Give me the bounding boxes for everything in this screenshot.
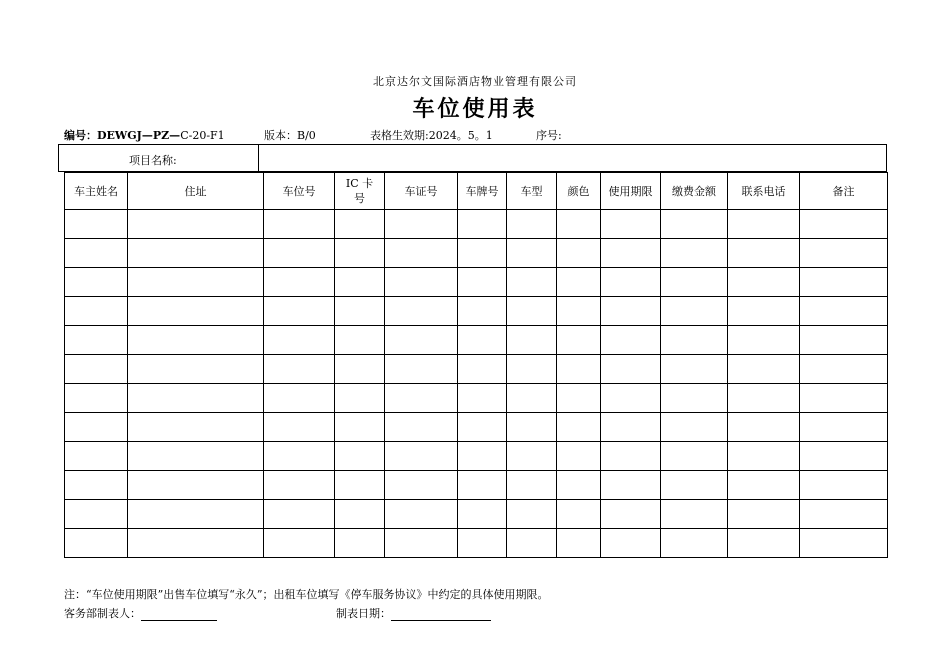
table-cell[interactable] xyxy=(601,210,661,239)
table-cell[interactable] xyxy=(385,384,458,413)
table-cell[interactable] xyxy=(800,529,888,558)
table-cell[interactable] xyxy=(601,500,661,529)
table-cell[interactable] xyxy=(385,529,458,558)
table-cell[interactable] xyxy=(264,297,335,326)
table-cell[interactable] xyxy=(264,442,335,471)
table-cell[interactable] xyxy=(507,297,557,326)
table-cell[interactable] xyxy=(128,297,264,326)
table-cell[interactable] xyxy=(128,442,264,471)
col-phone: 联系电话 xyxy=(728,173,800,210)
table-cell[interactable] xyxy=(385,210,458,239)
table-cell[interactable] xyxy=(128,239,264,268)
col-ic-card-line1: IC 卡 xyxy=(345,177,374,190)
col-vehicle-model: 车型 xyxy=(507,173,557,210)
table-cell[interactable] xyxy=(601,326,661,355)
table-cell[interactable] xyxy=(458,529,507,558)
table-cell[interactable] xyxy=(661,471,728,500)
table-cell[interactable] xyxy=(800,442,888,471)
table-cell[interactable] xyxy=(385,442,458,471)
table-cell[interactable] xyxy=(728,500,800,529)
col-permit-number: 车证号 xyxy=(385,173,458,210)
table-cell[interactable] xyxy=(661,210,728,239)
table-cell[interactable] xyxy=(128,413,264,442)
table-cell[interactable] xyxy=(800,355,888,384)
table-cell[interactable] xyxy=(335,239,385,268)
table-cell[interactable] xyxy=(385,355,458,384)
table-cell[interactable] xyxy=(507,442,557,471)
table-cell[interactable] xyxy=(264,384,335,413)
table-cell[interactable] xyxy=(335,500,385,529)
table-cell[interactable] xyxy=(335,471,385,500)
table-cell[interactable] xyxy=(661,384,728,413)
table-cell[interactable] xyxy=(65,297,128,326)
table-cell[interactable] xyxy=(65,239,128,268)
table-row xyxy=(65,268,888,297)
table-cell[interactable] xyxy=(800,239,888,268)
table-cell[interactable] xyxy=(661,442,728,471)
table-cell[interactable] xyxy=(458,297,507,326)
table-row xyxy=(65,413,888,442)
table-cell[interactable] xyxy=(557,268,601,297)
table-cell[interactable] xyxy=(601,442,661,471)
table-cell[interactable] xyxy=(728,297,800,326)
table-row xyxy=(65,500,888,529)
table-cell[interactable] xyxy=(728,268,800,297)
form-code-label: 编号：DEWGJ—PZ— xyxy=(64,129,181,142)
col-owner-name: 车主姓名 xyxy=(65,173,128,210)
table-cell[interactable] xyxy=(728,239,800,268)
table-cell[interactable] xyxy=(385,326,458,355)
table-row xyxy=(65,210,888,239)
table-cell[interactable] xyxy=(601,297,661,326)
table-cell[interactable] xyxy=(800,268,888,297)
table-cell[interactable] xyxy=(458,384,507,413)
table-cell[interactable] xyxy=(65,384,128,413)
table-cell[interactable] xyxy=(65,442,128,471)
table-cell[interactable] xyxy=(557,210,601,239)
col-color: 颜色 xyxy=(557,173,601,210)
table-cell[interactable] xyxy=(557,297,601,326)
table-cell[interactable] xyxy=(264,355,335,384)
table-cell[interactable] xyxy=(557,413,601,442)
table-cell[interactable] xyxy=(800,384,888,413)
project-name-row xyxy=(58,144,887,172)
table-cell[interactable] xyxy=(264,326,335,355)
table-cell[interactable] xyxy=(661,239,728,268)
table-cell[interactable] xyxy=(728,384,800,413)
table-cell[interactable] xyxy=(601,529,661,558)
preparer-label: 客务部制表人： xyxy=(64,607,141,620)
table-cell[interactable] xyxy=(557,326,601,355)
table-cell[interactable] xyxy=(128,355,264,384)
table-cell[interactable] xyxy=(335,442,385,471)
table-row xyxy=(65,529,888,558)
col-plate-number: 车牌号 xyxy=(458,173,507,210)
table-cell[interactable] xyxy=(800,326,888,355)
table-cell[interactable] xyxy=(264,413,335,442)
table-cell[interactable] xyxy=(800,471,888,500)
form-version: 版本：B/0 xyxy=(264,129,316,142)
table-cell[interactable] xyxy=(507,500,557,529)
table-cell[interactable] xyxy=(458,239,507,268)
table-cell[interactable] xyxy=(335,268,385,297)
table-row xyxy=(65,355,888,384)
table-cell[interactable] xyxy=(385,413,458,442)
table-cell[interactable] xyxy=(557,471,601,500)
table-cell[interactable] xyxy=(264,471,335,500)
table-cell[interactable] xyxy=(661,326,728,355)
table-cell[interactable] xyxy=(335,529,385,558)
col-usage-period: 使用期限 xyxy=(601,173,661,210)
table-row xyxy=(65,239,888,268)
table-cell[interactable] xyxy=(264,268,335,297)
table-cell[interactable] xyxy=(728,210,800,239)
table-cell[interactable] xyxy=(557,529,601,558)
project-divider xyxy=(258,145,259,171)
table-cell[interactable] xyxy=(458,210,507,239)
form-code-tail: C-20-F1 xyxy=(180,129,225,142)
table-cell[interactable] xyxy=(661,529,728,558)
col-space-number: 车位号 xyxy=(264,173,335,210)
table-cell[interactable] xyxy=(128,529,264,558)
table-cell[interactable] xyxy=(335,210,385,239)
table-cell[interactable] xyxy=(507,529,557,558)
preparer-signature-line[interactable] xyxy=(141,608,217,621)
table-cell[interactable] xyxy=(65,413,128,442)
table-cell[interactable] xyxy=(385,268,458,297)
form-effective-date: 表格生效期:2024。5。1 xyxy=(370,129,493,142)
table-cell[interactable] xyxy=(128,500,264,529)
table-cell[interactable] xyxy=(507,355,557,384)
col-address: 住址 xyxy=(128,173,264,210)
table-cell[interactable] xyxy=(507,268,557,297)
table-cell[interactable] xyxy=(601,413,661,442)
table-cell[interactable] xyxy=(728,529,800,558)
table-cell[interactable] xyxy=(661,355,728,384)
table-cell[interactable] xyxy=(601,471,661,500)
table-cell[interactable] xyxy=(128,326,264,355)
date-label: 制表日期： xyxy=(336,607,391,620)
col-ic-card-line2: 号 xyxy=(354,192,365,205)
table-cell[interactable] xyxy=(128,384,264,413)
table-cell[interactable] xyxy=(65,210,128,239)
table-cell[interactable] xyxy=(800,413,888,442)
table-cell[interactable] xyxy=(385,471,458,500)
col-remarks: 备注 xyxy=(800,173,888,210)
table-row xyxy=(65,471,888,500)
table-cell[interactable] xyxy=(335,355,385,384)
table-cell[interactable] xyxy=(507,210,557,239)
page-title: 车位使用表 xyxy=(412,96,538,122)
table-cell[interactable] xyxy=(264,500,335,529)
table-cell[interactable] xyxy=(800,500,888,529)
table-cell[interactable] xyxy=(507,384,557,413)
table-cell[interactable] xyxy=(601,239,661,268)
parking-usage-table xyxy=(64,172,888,558)
project-name-label: 项目名称: xyxy=(129,154,177,167)
table-cell[interactable] xyxy=(661,500,728,529)
table-cell[interactable] xyxy=(661,413,728,442)
footer-note: 注：“车位使用期限”出售车位填写“永久”；出租车位填写《停车服务协议》中约定的具体使用期限。 xyxy=(64,588,549,601)
table-cell[interactable] xyxy=(458,500,507,529)
table-cell[interactable] xyxy=(557,355,601,384)
company-name: 北京达尔文国际酒店物业管理有限公司 xyxy=(373,75,577,88)
table-cell[interactable] xyxy=(601,355,661,384)
table-row xyxy=(65,384,888,413)
form-sequence: 序号: xyxy=(536,129,562,142)
table-header-row xyxy=(65,173,888,210)
table-row xyxy=(65,326,888,355)
table-cell[interactable] xyxy=(128,471,264,500)
table-cell[interactable] xyxy=(458,268,507,297)
table-cell[interactable] xyxy=(264,210,335,239)
table-cell[interactable] xyxy=(385,297,458,326)
table-cell[interactable] xyxy=(65,500,128,529)
table-cell[interactable] xyxy=(507,413,557,442)
table-cell[interactable] xyxy=(335,326,385,355)
col-payment-amount: 缴费金额 xyxy=(661,173,728,210)
form-code xyxy=(64,127,225,143)
table-cell[interactable] xyxy=(800,210,888,239)
table-cell[interactable] xyxy=(335,384,385,413)
table-cell[interactable] xyxy=(507,471,557,500)
table-cell[interactable] xyxy=(507,239,557,268)
table-cell[interactable] xyxy=(458,326,507,355)
table-cell[interactable] xyxy=(458,355,507,384)
table-cell[interactable] xyxy=(728,413,800,442)
table-cell[interactable] xyxy=(385,500,458,529)
table-cell[interactable] xyxy=(65,326,128,355)
table-cell[interactable] xyxy=(264,239,335,268)
table-cell[interactable] xyxy=(128,268,264,297)
table-cell[interactable] xyxy=(728,471,800,500)
table-cell[interactable] xyxy=(507,326,557,355)
table-cell[interactable] xyxy=(661,297,728,326)
table-cell[interactable] xyxy=(65,355,128,384)
table-cell[interactable] xyxy=(65,268,128,297)
table-row xyxy=(65,442,888,471)
table-cell[interactable] xyxy=(728,326,800,355)
table-cell[interactable] xyxy=(557,384,601,413)
table-cell[interactable] xyxy=(128,210,264,239)
table-cell[interactable] xyxy=(601,268,661,297)
table-cell[interactable] xyxy=(557,239,601,268)
preparer-field xyxy=(64,605,217,621)
table-cell[interactable] xyxy=(458,442,507,471)
table-cell[interactable] xyxy=(335,413,385,442)
table-row xyxy=(65,297,888,326)
table-cell[interactable] xyxy=(65,471,128,500)
table-cell[interactable] xyxy=(661,268,728,297)
table-cell[interactable] xyxy=(335,297,385,326)
table-cell[interactable] xyxy=(458,471,507,500)
table-cell[interactable] xyxy=(800,297,888,326)
table-body xyxy=(65,210,888,558)
table-cell[interactable] xyxy=(557,500,601,529)
table-cell[interactable] xyxy=(728,355,800,384)
table-cell[interactable] xyxy=(601,384,661,413)
col-ic-card xyxy=(335,173,385,210)
table-cell[interactable] xyxy=(385,239,458,268)
table-cell[interactable] xyxy=(728,442,800,471)
table-cell[interactable] xyxy=(65,529,128,558)
table-cell[interactable] xyxy=(458,413,507,442)
table-cell[interactable] xyxy=(557,442,601,471)
date-fill-line[interactable] xyxy=(391,608,491,621)
date-field xyxy=(336,605,491,621)
table-cell[interactable] xyxy=(264,529,335,558)
